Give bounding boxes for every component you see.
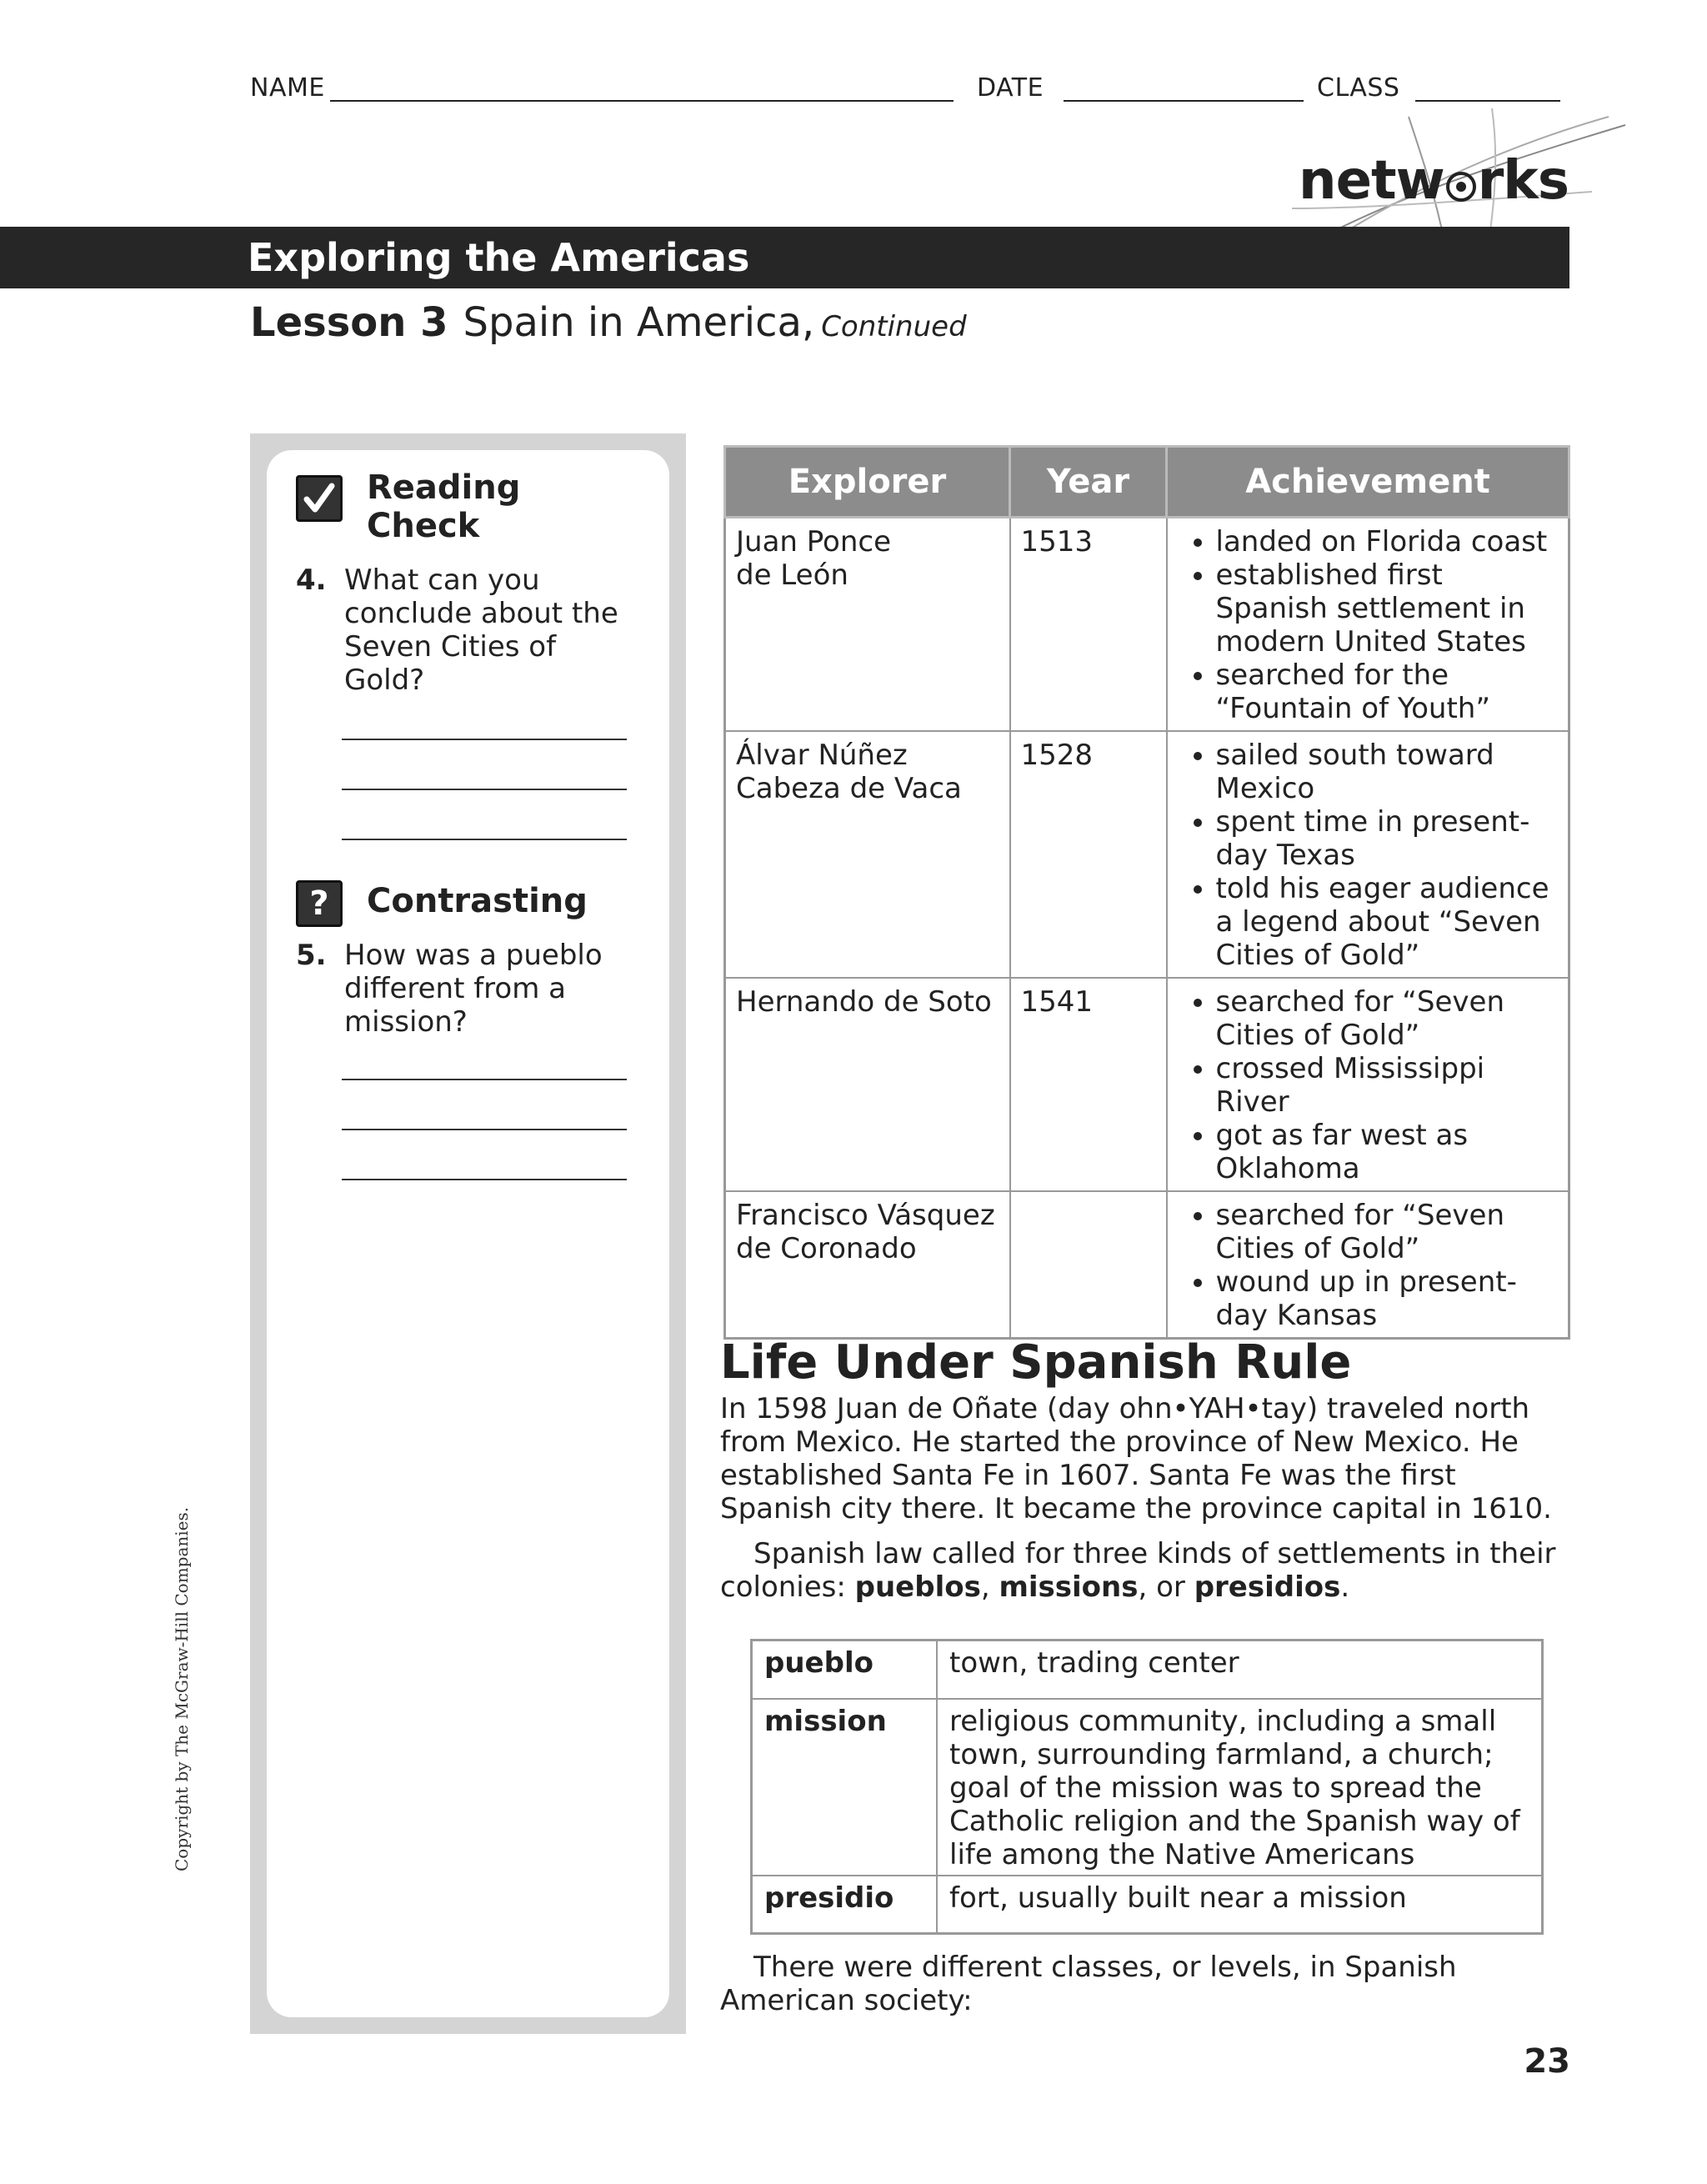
logo-globe-icon bbox=[1446, 172, 1476, 202]
date-label: DATE bbox=[977, 73, 1044, 103]
year-cell bbox=[1010, 1191, 1167, 1339]
achievement-cell bbox=[1167, 731, 1569, 978]
class-label: CLASS bbox=[1317, 73, 1400, 103]
section-heading: Life Under Spanish Rule bbox=[720, 1335, 1352, 1390]
explorer-name-line1: Álvar Núñez bbox=[736, 739, 908, 772]
year-cell: 1541 bbox=[1010, 978, 1167, 1191]
explorer-name-line1: Francisco Vásquez bbox=[736, 1199, 995, 1232]
paragraph-2 bbox=[720, 1537, 1570, 1604]
explorer-name-line2: Cabeza de Vaca bbox=[736, 772, 962, 805]
answer-line-5a[interactable] bbox=[342, 1079, 627, 1080]
achievement-item: • landed on Florida coast bbox=[1216, 525, 1559, 559]
contrasting-heading: Contrasting bbox=[367, 882, 588, 920]
answer-line-5b[interactable] bbox=[342, 1129, 627, 1130]
col-header-achievement: Achievement bbox=[1167, 447, 1569, 518]
term-missions: missions bbox=[999, 1570, 1139, 1604]
paragraph-3: There were different classes, or levels, in Spanish American society: bbox=[720, 1951, 1457, 2017]
logo-text-end: rks bbox=[1477, 150, 1569, 212]
continued-label: Continued bbox=[821, 310, 967, 343]
copyright-notice: Copyright by The McGraw-Hill Companies. bbox=[172, 1506, 192, 1871]
paragraph-1: In 1598 Juan de Oñate (day ohn•YAH•tay) traveled north from Mexico. He started the province of New Mexico. He established Santa Fe in 1607. Santa Fe was the first Spanish city there. It became the province capital in 1610. bbox=[720, 1392, 1552, 1525]
answer-line-5c[interactable] bbox=[342, 1179, 627, 1180]
achievement-item: • spent time in present-day Texas bbox=[1216, 805, 1559, 872]
table-row bbox=[752, 1641, 1543, 1699]
settlement-types-table bbox=[750, 1639, 1544, 1935]
explorer-cell bbox=[725, 518, 1010, 732]
answer-line-4b[interactable] bbox=[342, 789, 627, 790]
achievement-item: • searched for “Seven Cities of Gold” bbox=[1216, 1199, 1559, 1265]
explorer-name-line1: Juan Ponce bbox=[736, 525, 892, 559]
settlement-term: mission bbox=[752, 1699, 938, 1876]
lesson-heading bbox=[250, 296, 967, 353]
settlement-term: pueblo bbox=[752, 1641, 938, 1699]
achievement-item: • told his eager audience a legend about “Seven Cities of Gold” bbox=[1216, 872, 1559, 972]
lesson-title: Spain in America, bbox=[463, 299, 815, 346]
question-5 bbox=[296, 939, 629, 1039]
page-number: 23 bbox=[1524, 2042, 1570, 2081]
paragraph-2-sep2: , or bbox=[1138, 1570, 1194, 1604]
question-5-number: 5. bbox=[296, 939, 327, 972]
achievement-item: • searched for “Seven Cities of Gold” bbox=[1216, 985, 1559, 1052]
explorer-table-header-row bbox=[725, 447, 1569, 518]
achievement-cell bbox=[1167, 1191, 1569, 1339]
logo-text-start: netw bbox=[1299, 150, 1444, 212]
reading-check-heading-line1: Reading bbox=[367, 468, 521, 507]
question-4 bbox=[296, 564, 629, 697]
settlement-definition: fort, usually built near a mission bbox=[937, 1876, 1543, 1934]
explorer-name-line1: Hernando de Soto bbox=[736, 985, 992, 1019]
achievement-item: • searched for the “Fountain of Youth” bbox=[1216, 659, 1559, 725]
achievement-cell bbox=[1167, 978, 1569, 1191]
explorer-cell bbox=[725, 1191, 1010, 1339]
lesson-label: Lesson 3 bbox=[250, 299, 448, 346]
explorer-name-line2: de Coronado bbox=[736, 1232, 917, 1265]
table-row bbox=[725, 978, 1569, 1191]
explorer-cell bbox=[725, 978, 1010, 1191]
question-4-number: 4. bbox=[296, 564, 327, 597]
paragraph-2-sep1: , bbox=[980, 1570, 999, 1604]
question-mark-icon: ? bbox=[296, 880, 343, 927]
settlement-definition: town, trading center bbox=[937, 1641, 1543, 1699]
checkmark-icon bbox=[296, 475, 343, 522]
chapter-title-bar bbox=[0, 227, 1569, 288]
question-4-text: What can you conclude about the Seven Cities of Gold? bbox=[344, 564, 618, 697]
year-cell: 1528 bbox=[1010, 731, 1167, 978]
term-pueblos: pueblos bbox=[854, 1570, 981, 1604]
question-5-text: How was a pueblo different from a mission? bbox=[344, 939, 603, 1039]
reading-check-heading bbox=[367, 468, 520, 545]
explorer-table bbox=[723, 445, 1570, 1340]
year-cell: 1513 bbox=[1010, 518, 1167, 732]
settlement-term: presidio bbox=[752, 1876, 938, 1934]
term-presidios: presidios bbox=[1194, 1570, 1341, 1604]
networks-logo bbox=[1299, 150, 1569, 212]
achievement-item: • got as far west as Oklahoma bbox=[1216, 1119, 1559, 1185]
explorer-name-line2: de León bbox=[736, 559, 848, 592]
answer-line-4a[interactable] bbox=[342, 739, 627, 740]
explorer-cell bbox=[725, 731, 1010, 978]
paragraph-2-end: . bbox=[1340, 1570, 1350, 1604]
settlement-definition: religious community, including a small town, surrounding farmland, a church; goal of the mission was to spread the Catholic religion and the Spanish way of life among the Native Americans bbox=[937, 1699, 1543, 1876]
col-header-explorer: Explorer bbox=[725, 447, 1010, 518]
paragraph-2-start: Spanish law called for three kinds of settlements in their colonies: bbox=[720, 1537, 1556, 1604]
name-label: NAME bbox=[250, 73, 325, 103]
table-row bbox=[725, 518, 1569, 732]
table-row bbox=[752, 1699, 1543, 1876]
table-row bbox=[725, 1191, 1569, 1339]
col-header-year: Year bbox=[1010, 447, 1167, 518]
achievement-item: • established first Spanish settlement in modern United States bbox=[1216, 559, 1559, 659]
achievement-item: • crossed Mississippi River bbox=[1216, 1052, 1559, 1119]
achievement-cell bbox=[1167, 518, 1569, 732]
achievement-item: • sailed south toward Mexico bbox=[1216, 739, 1559, 805]
chapter-title: Exploring the Americas bbox=[248, 235, 750, 280]
achievement-item: • wound up in present-day Kansas bbox=[1216, 1265, 1559, 1332]
table-row bbox=[752, 1876, 1543, 1934]
name-field-line bbox=[330, 100, 954, 102]
answer-line-4c[interactable] bbox=[342, 839, 627, 840]
reading-check-heading-line2: Check bbox=[367, 507, 480, 545]
table-row bbox=[725, 731, 1569, 978]
